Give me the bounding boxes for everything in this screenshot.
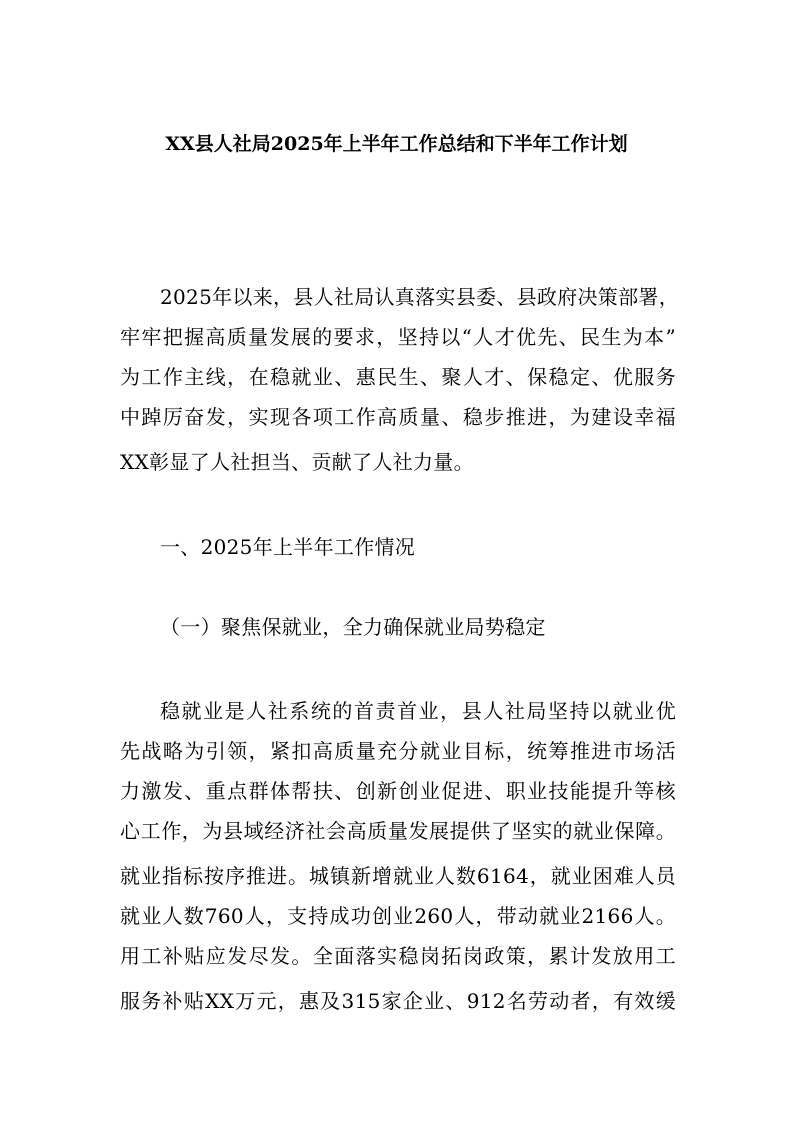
section-heading: 一、2025年上半年工作情况 — [160, 535, 416, 559]
body-line-2: 先战略为引领，紧扣高质量充分就业目标，统筹推进市场活 — [120, 739, 676, 763]
intro-line-1: 2025年以来，县人社局认真落实县委、县政府决策部署， — [160, 285, 679, 309]
intro-line-4: 中踔厉奋发，实现各项工作高质量、稳步推进，为建设幸福 — [120, 405, 676, 429]
body-line-6: 就业人数760人，支持成功创业260人，带动就业2166人。 — [120, 904, 676, 928]
body-line-8: 服务补贴XX万元，惠及315家企业、912名劳动者，有效缓 — [120, 989, 676, 1013]
body-line-1: 稳就业是人社系统的首责首业，县人社局坚持以就业优 — [160, 699, 676, 723]
body-line-4: 心工作，为县域经济社会高质量发展提供了坚实的就业保障。 — [120, 819, 676, 843]
intro-line-3: 为工作主线，在稳就业、惠民生、聚人才、保稳定、优服务 — [120, 365, 676, 389]
body-line-7: 用工补贴应发尽发。全面落实稳岗拓岗政策，累计发放用工 — [120, 944, 676, 968]
body-line-3: 力激发、重点群体帮扶、创新创业促进、职业技能提升等核 — [120, 779, 676, 803]
subsection-heading: （一）聚焦保就业，全力确保就业局势稳定 — [160, 615, 546, 639]
document-title: XX县人社局2025年上半年工作总结和下半年工作计划 — [165, 133, 628, 155]
intro-line-5: XX彰显了人社担当、贡献了人社力量。 — [120, 450, 474, 474]
intro-line-2: 牢牢把握高质量发展的要求，坚持以“人才优先、民生为本” — [120, 325, 676, 349]
body-line-5: 就业指标按序推进。城镇新增就业人数6164，就业困难人员 — [120, 864, 676, 888]
